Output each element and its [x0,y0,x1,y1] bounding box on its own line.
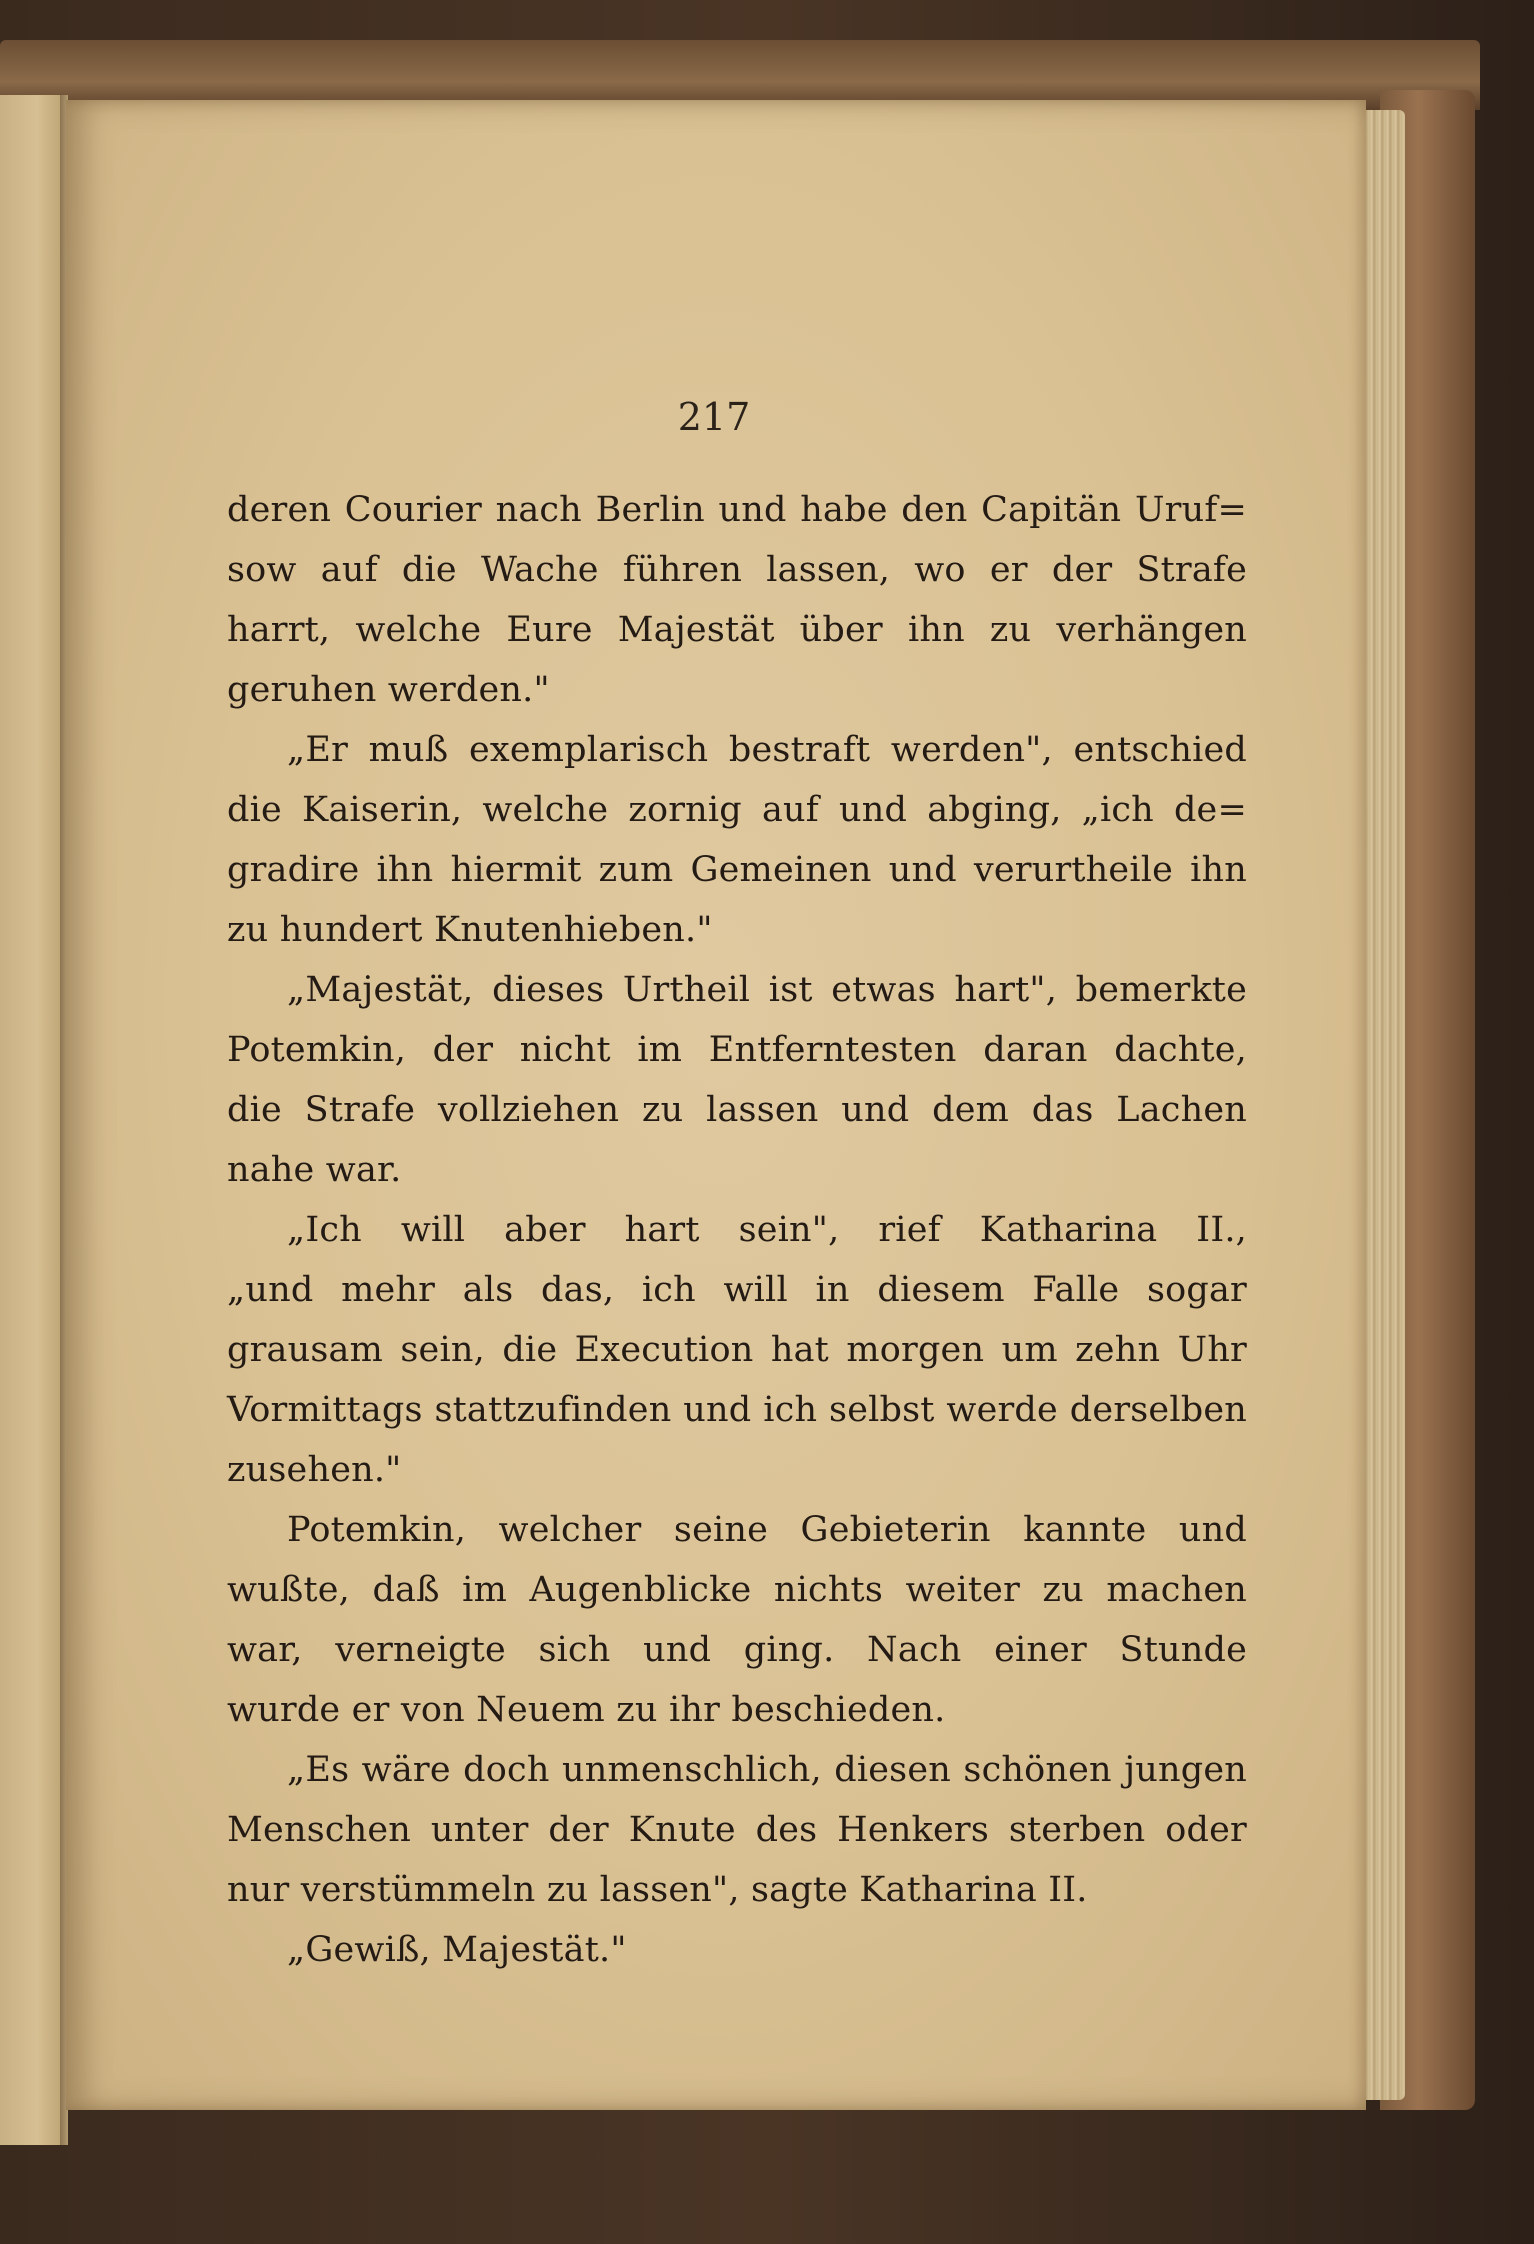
page-number: 217 [677,395,751,439]
text-line: wußte, daß im Augenblicke nichts weiter zu machen [227,1570,1247,1610]
text-line: geruhen werden." [227,670,550,710]
text-line: Vormittags stattzufinden und ich selbst werde derselben [227,1390,1247,1430]
text-line: war, verneigte sich und ging. Nach einer Stunde [227,1630,1247,1670]
text-line: wurde er von Neuem zu ihr beschieden. [227,1690,946,1730]
page-text-block [227,480,1247,1980]
text-line: nahe war. [227,1150,402,1190]
text-line: harrt, welche Eure Majestät über ihn zu verhängen [227,610,1247,650]
text-line: „Ich will aber hart sein", rief Katharina II., [287,1210,1247,1250]
text-line: nur verstümmeln zu lassen", sagte Katharina II. [227,1870,1088,1910]
text-line: die Strafe vollziehen zu lassen und dem das Lachen [227,1090,1247,1130]
text-line: sow auf die Wache führen lassen, wo er der Strafe [227,550,1247,590]
text-line: Menschen unter der Knute des Henkers sterben oder [227,1810,1247,1850]
left-page-edge [0,95,62,2145]
text-line: „und mehr als das, ich will in diesem Falle sogar [227,1270,1247,1310]
text-line: deren Courier nach Berlin und habe den Capitän Uruf= [227,490,1247,530]
text-line: „Majestät, dieses Urtheil ist etwas hart", bemerkte [287,970,1247,1010]
book-page [66,100,1366,2110]
text-line: Potemkin, welcher seine Gebieterin kannte und [287,1510,1247,1550]
text-line: „Gewiß, Majestät." [287,1930,627,1970]
text-line: zu hundert Knutenhieben." [227,910,713,950]
text-line: die Kaiserin, welche zornig auf und abging, „ich de= [227,790,1247,830]
text-line: gradire ihn hiermit zum Gemeinen und verurtheile ihn [227,850,1247,890]
text-line: „Er muß exemplarisch bestraft werden", entschied [287,730,1247,770]
text-line: „Es wäre doch unmenschlich, diesen schönen jungen [287,1750,1247,1790]
text-line: grausam sein, die Execution hat morgen um zehn Uhr [227,1330,1247,1370]
text-line: Potemkin, der nicht im Entferntesten daran dachte, [227,1030,1247,1070]
text-line: zusehen." [227,1450,402,1490]
